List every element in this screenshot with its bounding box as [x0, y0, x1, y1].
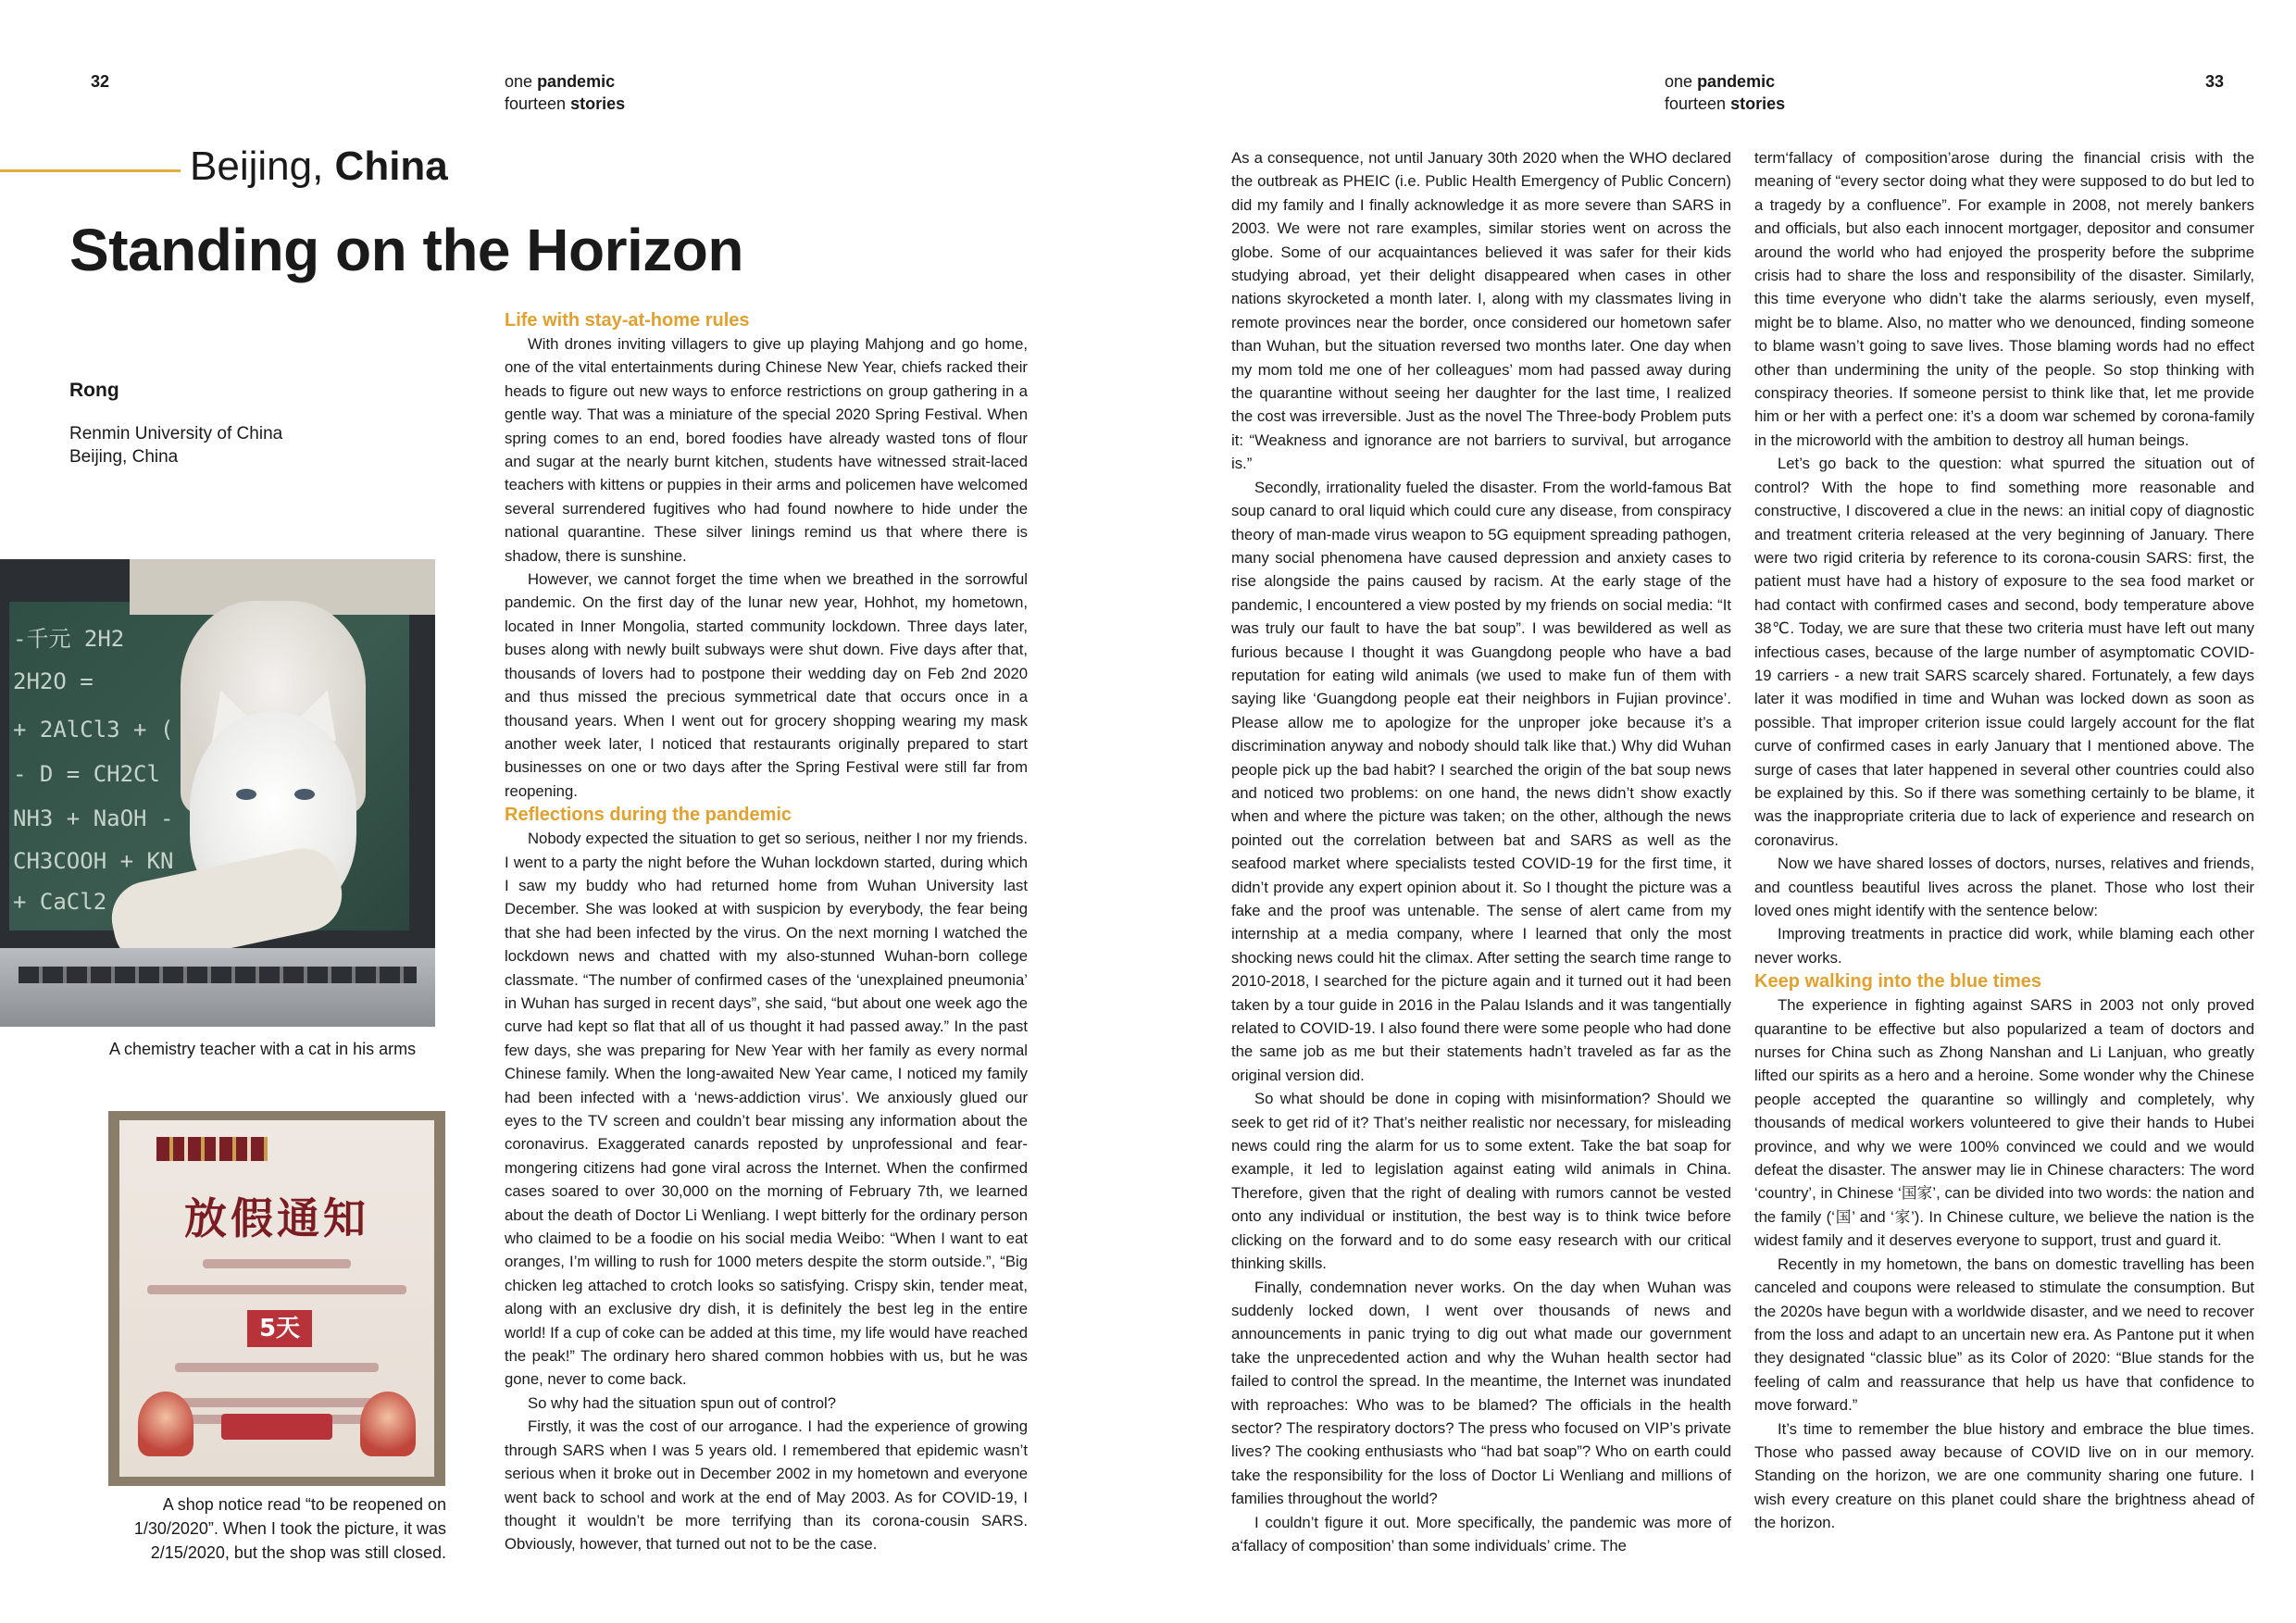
running-head-word: fourteen [505, 94, 567, 113]
laptop-edge [0, 948, 435, 1027]
body-paragraph: I couldn’t figure it out. More specifically, the pandemic was more of a‘fallacy of composition’ than some individuals’ crime. The [1231, 1513, 1731, 1554]
affiliation-line: Renmin University of China [69, 424, 283, 443]
chalk-text: -千元 2H2 [13, 626, 125, 652]
notice-paper [119, 1120, 434, 1477]
chalk-text: + CaCl2 [13, 889, 107, 915]
section-heading: Reflections during the pandemic [505, 805, 792, 826]
notice-line [203, 1259, 351, 1268]
mascot [360, 1392, 416, 1456]
body-paragraph: So what should be done in coping with misinformation? Should we seek to get rid of it? That’s neither realistic nor necessary, for misleading news could ring the alarm for us to some extent. Take the bat soap for example, it led to legislation against eating wild animals in China. Therefore, given that the right of dealing with rumors cannot be vested onto any individual or institution, the best way is to think twice before clicking on the forward and to do some easy research with our critical thinking skills. [1231, 1090, 1731, 1273]
notice-line [175, 1363, 379, 1372]
laptop-keys [19, 967, 417, 983]
notice-line [166, 1398, 388, 1407]
body-paragraph: Secondly, irrationality fueled the disaster. From the world-famous Bat soup canard to oral liquid which could cure any disease, from conspiracy theory of man-made virus weapon to 5G equipment spreading pathogen, many social phenomena have caused depression and anxiety cases to rise alongside the pains caused by racism. At the early stage of the pandemic, I encountered a view posted by my friends on social media: “It was truly our fault to have the bat soup”. I was bewildered as well as furious because I thought it was Guangdong people who have a bad reputation for eating wild animals (we used to make fun of them with saying like ‘Guangdong people eat their neighbors in Fujian province’. Please allow me to apologize for the unproper joke because it’s a discrimination anyway and nobody should talk like that.) Why did Wuhan people pick up the bad habit? I searched the origin of the bat soup news and noticed two problems: on one hand, the news didn’t show exactly when and where the picture was taken; on the other, although the news pointed out the correlation between bat and SARS as well as the seafood market where specialists tested COVID-19 for the first time, it didn’t provide any expert opinion about it. So I thought the picture was a fake and the proof was untenable. The sense of alert came from my internship at a media company, where I learned that only the most shocking news could hit the climax. After setting the search time range to 2010-2018, I searched for the picture again and it turned out it had been taken by a tour guide in 2016 in the Palau Islands and it was tangentially related to COVID-19. I also found there were some people who had done the same job as me but their statements hadn’t traveled as far as the original version did. [1231, 478, 1731, 1084]
author-name: Rong [69, 380, 119, 401]
page-number-left: 32 [91, 72, 110, 91]
body-paragraph: Improving treatments in practice did work, while blaming each other never works. [1754, 925, 2254, 967]
chalk-text: + 2AlCl3 + ( [13, 717, 174, 743]
location-heading [190, 143, 448, 191]
body-paragraph: It’s time to remember the blue history and embrace the blue times. Those who passed away because of COVID live on in our memory. Standing on the horizon, we are one community sharing one future. I wish every creature on this planet could share the brightness ahead of the horizon. [1754, 1419, 2254, 1532]
body-paragraph: However, we cannot forget the time when we breathed in the sorrowful pandemic. On the first day of the lunar new year, Hohhot, my hometown, located in Inner Mongolia, started community lockdown. Three days later, buses along with newly built subways were shut down. Five days after that, thousands of lovers had to postpone their wedding day on Feb 2nd 2020 and thus missed the precious symmetrical date that occurs once in a thousand years. When I went out for grocery shopping wearing my mask another week later, I noticed that restaurants originally prepared to start businesses on one or two days after the Spring Festival were still far from reopening. [505, 570, 1028, 800]
affiliation-line: Beijing, China [69, 447, 179, 467]
location-city: Beijing, [190, 144, 324, 189]
body-paragraph: Nobody expected the situation to get so serious, neither I nor my friends. I went to a party the night before the Wuhan lockdown started, during which I saw my buddy who had returned home from Wuhan University last December. She was looked at with suspicion by everybody, the fear being that she had been infected by the virus. On the next morning I watched the lockdown news and chatted with my also-stunned Wuhan-born college classmate. “The number of confirmed cases of the ‘unexplained pneumonia’ in Wuhan has surged in recent days”, she said, “but about one week ago the curve had kept so flat that all of us thought it had passed away.” In the past few days, she was preparing for New Year with her family as every normal Chinese family. When the long-awaited New Year came, I noticed my family had been infected with a ‘news-addiction virus’. We anxiously glued our eyes to the TV screen and couldn’t bear missing any information about the coronavirus. Exaggerated canards reposted by unprofessional and fear-mongering citizens had gone viral across the Internet. When the confirmed cases soared to over 30,000 on the morning of February 7th, we learned about the death of Doctor Li Wenliang. I wept bitterly for the ordinary person who claimed to be a foodie on his social media Weibo: “When I want to eat oranges, I’m willing to rush for 1000 meters despite the storm outside.”, “Big chicken leg attached to crotch looks so satisfying. Crispy skin, tender meat, along with an exclusive dry dish, it is definitely the best leg in the entire world! If a cup of coke can be added at this time, my life would have reached the peak!” The ordinary hero shared common hobbies with us, but he was gone, never to come back. [505, 830, 1028, 1389]
location-country: China [334, 144, 448, 189]
running-head-word: one [1665, 72, 1693, 91]
cat-eye [294, 789, 315, 800]
running-head-word: pandemic [1697, 72, 1776, 91]
chalk-text: - D = CH2Cl [13, 761, 160, 787]
running-head-word: stories [1730, 94, 1786, 113]
running-head-left [505, 70, 625, 115]
chalk-text: NH3 + NaOH - [13, 805, 174, 831]
article-title: Standing on the Horizon [69, 217, 743, 283]
chalk-text: 2H2O = [13, 668, 94, 694]
body-paragraph: So why had the situation spun out of control? [528, 1393, 837, 1412]
notice-days: 5天 [247, 1310, 312, 1347]
mascot [138, 1392, 193, 1456]
body-paragraph: With drones inviting villagers to give up playing Mahjong and go home, one of the vital entertainments during Chinese New Year, chiefs racked their heads to figure out new ways to enforce restrictions on group gathering in a gentle way. That was a miniature of the special 2020 Spring Festival. When spring comes to an end, bored foodies have already wasted tons of flour and sugar at the nearly burnt kitchen, students have witnessed strait-laced teachers with kittens or puppies in their arms and policemen have welcomed several surrendered fugitives who had found nowhere to hide under the national quarantine. These silver linings remind us that where there is shadow, there is sunshine. [505, 335, 1028, 565]
notice-pattern [156, 1137, 268, 1161]
author-affiliation [69, 422, 282, 468]
notice-banner [221, 1414, 332, 1440]
section-heading: Life with stay-at-home rules [505, 310, 750, 331]
section-heading: Keep walking into the blue times [1754, 971, 2042, 993]
body-paragraph: Now we have shared losses of doctors, nurses, relatives and friends, and countless beautiful lives across the planet. Those who lost their loved ones might identify with the sentence below: [1754, 855, 2254, 919]
running-head-word: fourteen [1665, 94, 1727, 113]
running-head-word: stories [570, 94, 626, 113]
article-column-2 [1231, 146, 1731, 1557]
body-paragraph: term‘fallacy of composition’arose during the financial crisis with the meaning of “every sector doing what they were supposed to do but led to a tragedy by a confluence”. For example in 2008, not merely bankers and officials, but also each innocent mortgager, depositor and consumer around the world who had enjoyed the prosperity before the subprime crisis had to share the loss and responsibility of the disaster. Similarly, this time everyone who didn’t take the alarms seriously, even myself, might be to blame. Also, no matter who we denounced, finding someone to blame wasn’t going to save lives. Those blaming words had no effect other than undermining the unity of the people. So stop thinking with conspiracy theories. If someone persist to think like that, let me provide him or her with a perfect one: it’s a doom war schemed by corona-family in the microworld with the ambition to destroy all human beings. [1754, 149, 2254, 449]
body-paragraph: Recently in my hometown, the bans on domestic travelling has been canceled and coupons were released to stimulate the consumption. But the 2020s have begun with a worldwide disaster, and we need to recover from the loss and adapt to an uncertain new era. As Pantone put it when they designated “classic blue” as its Color of 2020: “Blue stands for the feeling of calm and reassurance that help us have that confidence to move forward.” [1754, 1255, 2254, 1415]
cat-eye [236, 789, 256, 800]
body-paragraph: The experience in fighting against SARS in 2003 not only proved quarantine to be effective but also popularized a team of doctors and nurses for China such as Zhong Nanshan and Li Lanjuan, who greatly lifted our spirits as a hero and a heroine. Some wonder why the Chinese people accepted the quarantine so willingly and completely, why thousands of medical workers volunteered to give their hands to Hubei province, and why we were 100% convinced we could and we would defeat the disaster. The answer may lie in Chinese characters: The word ‘country’, in Chinese ‘国家’, can be divided into two words: the nation and the family (‘国’ and ‘家’). In Chinese culture, we believe the nation is the widest family and it deserves everyone to support, trust and guard it. [1754, 996, 2254, 1250]
accent-rule [0, 169, 181, 172]
body-paragraph: Firstly, it was the cost of our arrogance. I had the experience of growing through SARS when I was 5 years old. I remembered that epidemic wasn’t serious when it broke out in December 2002 in my hometown and everyone went back to school and work at the end of May 2003. As for COVID-19, I thought it wouldn’t be more terrifying than its corona-cousin SARS. Obviously, however, that turned out not to be the case. [505, 1417, 1028, 1554]
article-column-3 [1754, 146, 2254, 1535]
article-column-1 [505, 308, 1028, 1556]
body-paragraph: Finally, condemnation never works. On the day when Wuhan was suddenly locked down, I went over thousands of news and announcements in panic trying to dig out what made our government take the unprecedented action and why the Wuhan health sector had failed to control the spread. In the meantime, the Internet was inundated with reproaches: Who was to be blamed? The officials in the health sector? The respiratory doctors? The press who focused on VIP’s private lives? The cooking enthusiasts who “had bat soap”? Who on earth could take the responsibility for the loss of Doctor Li Wenliang and millions of families throughout the world? [1231, 1278, 1731, 1508]
running-head-word: pandemic [537, 72, 616, 91]
body-paragraph: Let’s go back to the question: what spurred the situation out of control? With the hope to find something more reasonable and constructive, I discovered a clue in the news: an initial copy of diagnostic and treatment criteria released at the very beginning of January. There were two rigid criteria by reference to its corona-cousin SARS: first, the patient must have had a history of exposure to the sea food market or had contact with confirmed cases and second, body temperature above 38℃. Today, we are sure that these two criteria must have left out many infectious cases, because of the large number of asymptomatic COVID-19 carriers - a new trait SARS scarcely shared. Fortunately, a few days later it was modified in time and Wuhan was locked down as soon as possible. That improper criterion issue could largely account for the flat curve of confirmed cases in early January that I mentioned above. The surge of cases that later happened in several other countries could also be explained by this. So if there was something certainly to be blame, it was the inappropriate criteria due to lack of experience and research on coronavirus. [1754, 455, 2254, 849]
running-head-right [1665, 70, 1785, 115]
photo-chemistry-teacher-cat [0, 559, 435, 1027]
notice-line [147, 1285, 406, 1294]
page-number-right: 33 [2205, 72, 2225, 91]
running-head-word: one [505, 72, 533, 91]
body-paragraph: As a consequence, not until January 30th 2020 when the WHO declared the outbreak as PHEIC (i.e. Public Health Emergency of Public Concern) did my family and I finally acknowledge it as more severe than SARS in 2003. We were not rare examples, similar stories went on across the globe. Some of our acquaintances believed it was safer for their kids studying abroad, yet their delight disappeared when cases in other nations skyrocketed a month later. I, along with my classmates living in remote provinces near the border, once considered our hometown safer than Wuhan, but the situation reversed two months later. One day when my mom told me one of her colleagues’ mom had passed away during the quarantine without seeing her daughter for the last time, I realized the cost was irreversible. Just as the novel The Three-body Problem puts it: “Weakness and ignorance are not barriers to survival, but arrogance is.” [1231, 149, 1731, 473]
notice-title: 放假通知 [184, 1193, 369, 1243]
photo2-caption: A shop notice read “to be reopened on 1/30/2020”. When I took the picture, it was 2/15/2020, but the shop was still closed. [133, 1495, 446, 1562]
chalk-text: CH3COOH + KN [13, 848, 174, 874]
photo1-caption: A chemistry teacher with a cat in his arms [109, 1040, 417, 1058]
photo-shop-notice [108, 1111, 445, 1486]
